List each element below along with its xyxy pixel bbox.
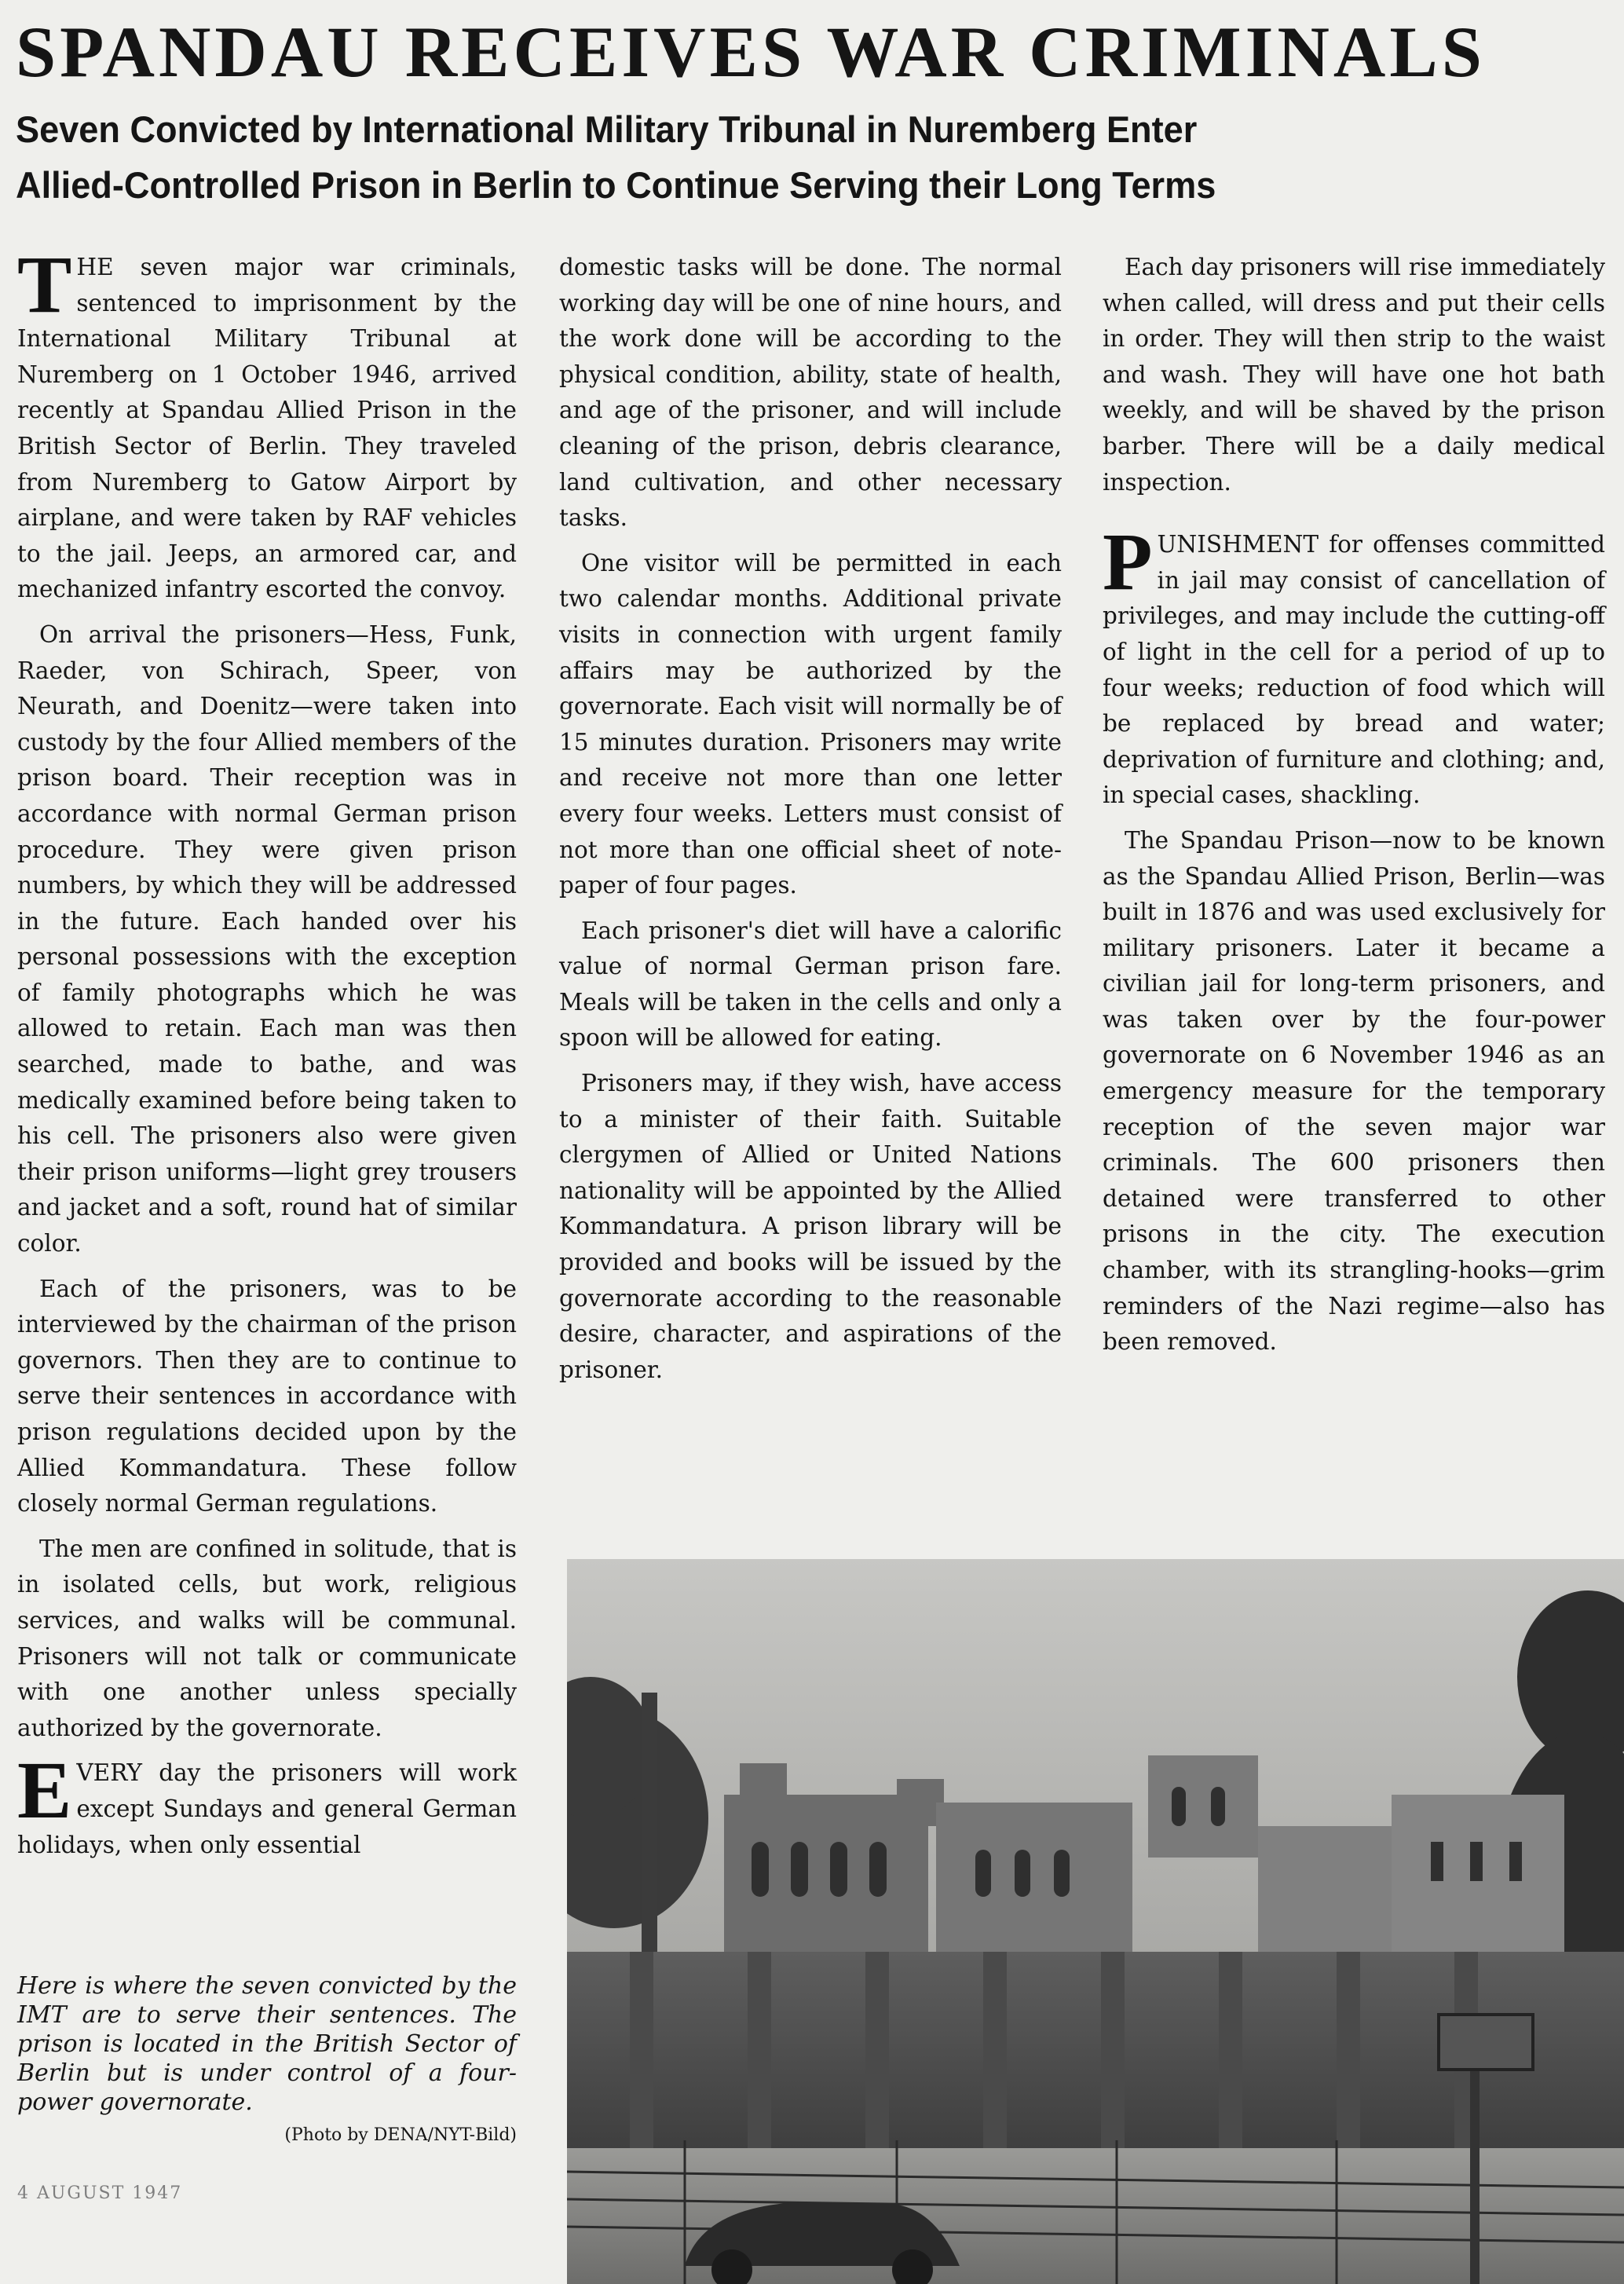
- paragraph: Each prisoner's diet will have a calorific value of normal German prison fare. Meals will be taken in the cells and only a spoon will be allowed for eating.: [559, 917, 1062, 1052]
- photo-caption: Here is where the seven convicted by the IMT are to serve their sentences. The prison is located in the British Sector of Berlin but is under control of a four-power governorate.: [17, 1972, 517, 2116]
- paragraph-text: HE seven major war criminals, sentenced to imprisonment by the International Military Tribunal at Nuremberg on 1 October 1946, arrived recently at Spandau Allied Prison in the British Sector of Berlin. They traveled from Nuremberg to Gatow Airport by airplane, and were taken by RAF vehicles to the jail. Jeeps, an armored car, and mechanized infantry escorted the convoy.: [17, 254, 517, 603]
- photo-credit: (Photo by DENA/NYT-Bild): [284, 2125, 517, 2145]
- column-3: [1103, 250, 1605, 1370]
- paragraph: [1103, 517, 1605, 814]
- paragraph: [17, 1745, 517, 1863]
- paragraph: One visitor will be permitted in each two calendar months. Additional private visits in connection with urgent family affairs may be authorized by the governorate. Each visit will normally be of 15 minutes duration. Prisoners may write and receive not more than one letter every four weeks. Letters must consist of not more than one official sheet of note-paper of four pages.: [559, 549, 1062, 899]
- subhead-line-1: Seven Convicted by International Military Tribunal in Nuremberg Enter: [16, 108, 1198, 150]
- subhead: [16, 102, 1546, 213]
- drop-cap: T: [17, 240, 72, 330]
- page-folio: 4 AUGUST 1947: [17, 2183, 183, 2203]
- column-1: [17, 240, 517, 1872]
- prison-photo: [567, 1559, 1624, 2284]
- paragraph: On arrival the prisoners—Hess, Funk, Raeder, von Schirach, Speer, von Neurath, and Doenitz—were taken into custody by the four Allied members of the prison board. Their reception was in accordance with normal German prison procedure. They were given prison numbers, by which they will be addressed in the future. Each handed over his personal possessions with the exception of family photographs which he was allowed to retain. Each man was then searched, made to bathe, and was medically examined before being taken to his cell. The prisoners also were given their prison uniforms—light grey trousers and jacket and a soft, round hat of similar color.: [17, 620, 517, 1257]
- prison-photo-image: [567, 1559, 1624, 2284]
- drop-cap: P: [1103, 517, 1153, 608]
- paragraph: The Spandau Prison—now to be known as the Spandau Allied Prison, Berlin—was built in 1876 and was used exclusively for military prisoners. Later it became a civilian jail for long-term prisoners, and was taken over by the four-power governorate on 6 November 1946 as an emergency measure for the temporary reception of the seven major war criminals. The 600 prisoners then detained were transferred to other prisons in the city. The execution chamber, with its strangling-hooks—grim reminders of the Nazi regime—also has been removed.: [1103, 826, 1605, 1356]
- paragraph-text: UNISHMENT for offenses committed in jail may consist of cancellation of privileges, and may include the cutting-off of light in the cell for a period of up to four weeks; reduction of food which will be replaced by bread and water; deprivation of furniture and clothing; and, in special cases, shackling.: [1103, 531, 1605, 809]
- headline: SPANDAU RECEIVES WAR CRIMINALS: [16, 12, 1486, 92]
- paragraph-text: VERY day the prisoners will work except Sundays and general German holidays, when only essential: [17, 1759, 517, 1858]
- column-2: [559, 250, 1062, 1397]
- paragraph: Each of the prisoners, was to be interviewed by the chairman of the prison governors. Then they are to continue to serve their sentences in accordance with prison regulations decided upon by the Allied Kommandatura. These follow closely normal German regulations.: [17, 1275, 517, 1517]
- paragraph: domestic tasks will be done. The normal working day will be one of nine hours, and the work done will be according to the physical condition, ability, state of health, and age of the prisoner, and will include cleaning of the prison, debris clearance, land cultivation, and other necessary tasks.: [559, 254, 1062, 532]
- paragraph: The men are confined in solitude, that is in isolated cells, but work, religious services, and walks will be communal. Prisoners will not talk or communicate with one another unless specially authorized by the governorate.: [17, 1535, 517, 1741]
- paragraph: [17, 240, 517, 608]
- paragraph: Each day prisoners will rise immediately when called, will dress and put their cells in order. They will then strip to the waist and wash. They will have one hot bath weekly, and will be shaved by the prison barber. There will be a daily medical inspection.: [1103, 254, 1605, 496]
- paragraph: Prisoners may, if they wish, have access to a minister of their faith. Suitable clergymen of Allied or United Nations nationality will be appointed by the Allied Kommandatura. A prison library will be provided and books will be issued by the governorate according to the reasonable desire, character, and aspirations of the prisoner.: [559, 1070, 1062, 1383]
- subhead-line-2: Allied-Controlled Prison in Berlin to Continue Serving their Long Terms: [16, 163, 1216, 206]
- drop-cap: E: [17, 1745, 72, 1836]
